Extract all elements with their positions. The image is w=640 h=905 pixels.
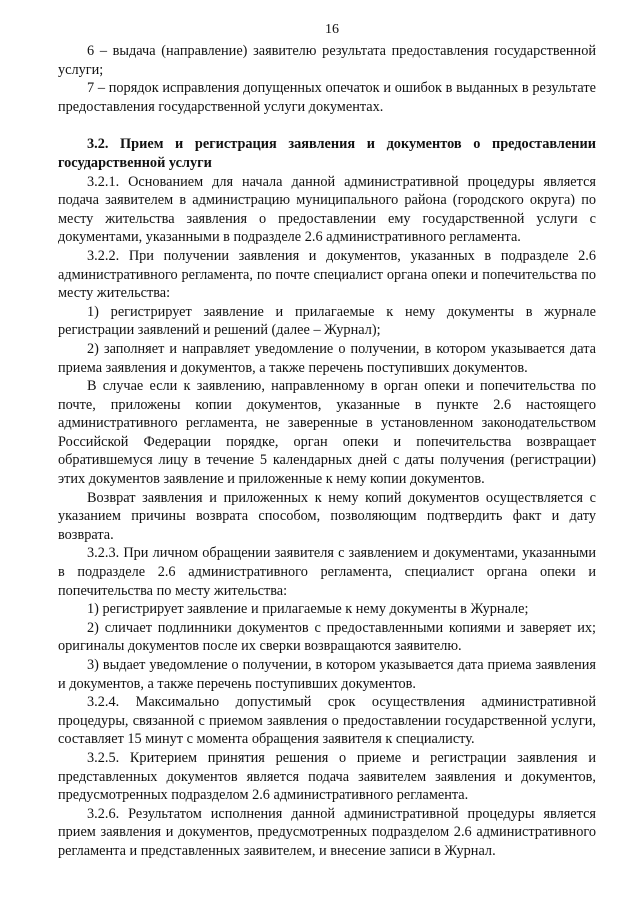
paragraph-3-2-3-item-2: 2) сличает подлинники документов с предоставленными копиями и заверяет их; оригиналы документов после их сверки возвращаются заявителю. — [58, 619, 596, 655]
paragraph-copies-return: В случае если к заявлению, направленному в орган опеки и попечительства по почте, приложены копии документов, указанные в пункте 2.6 настоящего административного регламента, не заверенные в установленном законодательством Российской Федерации порядке, орган опеки и попечительства возвращает обратившемуся лицу в течение 5 календарных дней с даты получения (регистрации) этих документов заявление и приложенные к нему копии документов. — [58, 378, 596, 488]
paragraph-3-2-4: 3.2.4. Максимально допустимый срок осуществления административной процедуры, связанной с приемом заявления о предоставлении государственной услуги, составляет 15 минут с момента обращения заявителя к специалисту. — [58, 694, 596, 748]
paragraph-3-2-2: 3.2.2. При получении заявления и документов, указанных в подразделе 2.6 административного регламента, по почте специалист органа опеки и попечительства по месту жительства: — [58, 247, 596, 302]
paragraph-return-method: Возврат заявления и приложенных к нему копий документов осуществляется с указанием причины возврата способом, позволяющим подтвердить факт и дату возврата. — [58, 489, 596, 543]
paragraph-3-2-2-item-1: 1) регистрирует заявление и прилагаемые к нему документы в журнале регистрации заявлений и решений (далее – Журнал); — [58, 303, 596, 339]
paragraph-3-2-2-item-2: 2) заполняет и направляет уведомление о получении, в котором указывается дата приема заявления и документов, а также перечень поступивших документов. — [58, 340, 596, 376]
paragraph-3-2-5: 3.2.5. Критерием принятия решения о приеме и регистрации заявления и представленных документов является подача заявителем заявления и документов, предусмотренных подразделом 2.6 административного регламента. — [58, 749, 596, 804]
paragraph-3-2-1: 3.2.1. Основанием для начала данной административной процедуры является подача заявителем в администрацию муниципального района (городского округа) по месту жительства заявления о предоставлении ему государственной услуги с документами, указанными в подразделе 2.6 административного регламента. — [58, 173, 596, 246]
page-number: 16 — [325, 22, 339, 37]
paragraph-3-2-3: 3.2.3. При личном обращении заявителя с заявлением и документами, указанными в подразделе 2.6 административного регламента, специалист органа опеки и попечительства по месту жительства: — [58, 545, 596, 599]
paragraph-3-2-3-item-3: 3) выдает уведомление о получении, в котором указывается дата приема заявления и документов, а также перечень поступивших документов. — [58, 657, 596, 692]
list-item-7: 7 – порядок исправления допущенных опечаток и ошибок в выданных в результате предоставления государственной услуги документах. — [58, 80, 596, 115]
paragraph-3-2-3-item-1: 1) регистрирует заявление и прилагаемые к нему документы в Журнале; — [87, 601, 529, 618]
list-item-6: 6 – выдача (направление) заявителю результата предоставления государственной услуги; — [58, 43, 596, 78]
paragraph-3-2-6: 3.2.6. Результатом исполнения данной административной процедуры является прием заявления и документов, предусмотренных подразделом 2.6 административного регламента и представленных заявителем, и внесение записи в Журнал. — [58, 805, 596, 859]
document-page — [58, 22, 596, 861]
section-heading: 3.2. Прием и регистрация заявления и документов о предоставлении государственной услуги — [58, 136, 596, 171]
